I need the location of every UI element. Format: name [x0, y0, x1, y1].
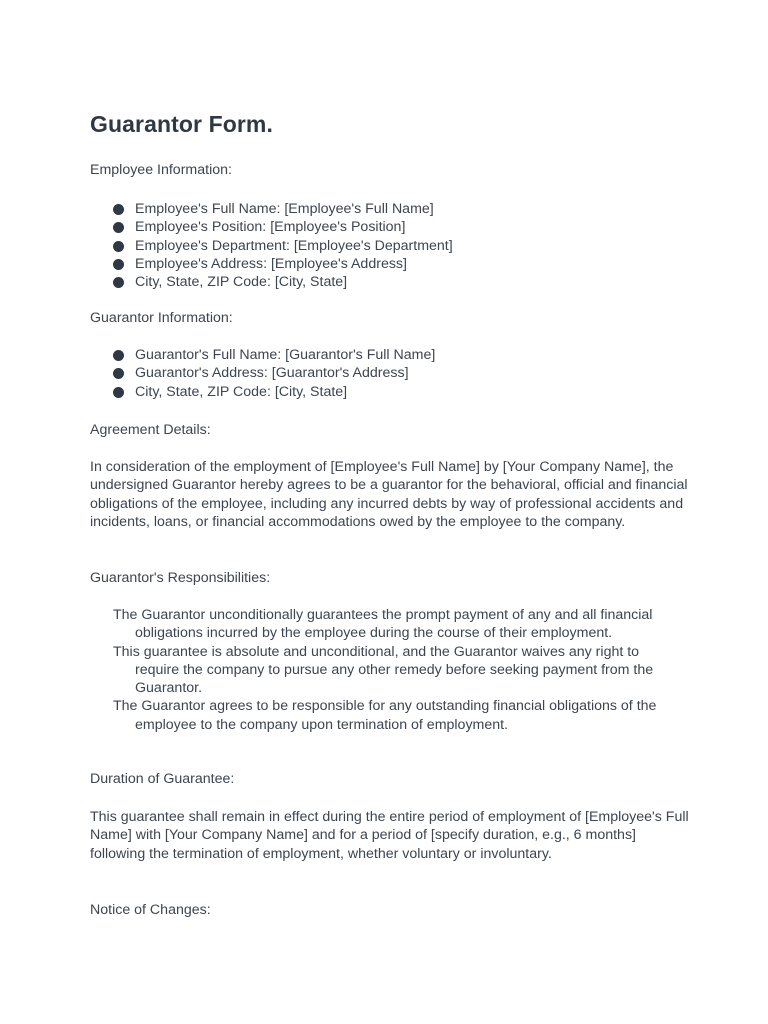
list-item — [112, 200, 672, 218]
notice-section-label: Notice of Changes: — [90, 902, 211, 918]
duration-section-label: Duration of Guarantee: — [90, 771, 235, 787]
list-item — [112, 383, 672, 401]
bullet-icon — [113, 204, 124, 215]
duration-paragraph: This guarantee shall remain in effect during the entire period of employment of [Employee's Full Name] with [Your Company Name] and for a period of [specify duration, e.g., 6 months] following the termination of employment, whether voluntary or involuntary. — [90, 809, 689, 862]
bullet-icon — [113, 368, 124, 379]
bullet-icon — [113, 387, 124, 398]
responsibility-item-3: The Guarantor agrees to be responsible for any outstanding financial obligations of the employee to the company upon termination of employment. — [113, 698, 657, 733]
employee-address-item: Employee's Address: [Employee's Address] — [135, 255, 407, 272]
employee-full-name-item: Employee's Full Name: [Employee's Full Name] — [135, 201, 434, 217]
agreement-section-label: Agreement Details: — [90, 422, 211, 438]
guarantor-full-name-item: Guarantor's Full Name: [Guarantor's Full Name] — [135, 347, 436, 363]
list-item — [112, 255, 672, 273]
responsibility-item-1: The Guarantor unconditionally guarantees the prompt payment of any and all financial obligations incurred by the employee during the course of their employment. — [113, 607, 653, 642]
list-item — [112, 346, 672, 364]
employee-department-item: Employee's Department: [Employee's Department] — [135, 237, 453, 254]
employee-position-item: Employee's Position: [Employee's Position] — [135, 219, 406, 236]
responsibilities-section-label: Guarantor's Responsibilities: — [90, 570, 271, 586]
list-item — [112, 218, 672, 236]
guarantor-info-list — [112, 346, 672, 401]
responsibility-item-2: This guarantee is absolute and unconditional, and the Guarantor waives any right to require the company to pursue any other remedy before seeking payment from the Guarantor. — [113, 643, 654, 697]
list-item — [112, 364, 672, 382]
employee-section-label: Employee Information: — [90, 162, 232, 178]
list-item — [112, 273, 672, 291]
guarantor-address-item: Guarantor's Address: [Guarantor's Address] — [135, 365, 409, 382]
bullet-icon — [113, 277, 124, 288]
employee-info-list — [112, 200, 672, 291]
list-item — [112, 237, 672, 255]
employee-city-item: City, State, ZIP Code: [City, State] — [135, 274, 348, 291]
bullet-icon — [113, 350, 124, 361]
bullet-icon — [113, 222, 124, 233]
responsibilities-list — [113, 606, 673, 734]
guarantor-city-item: City, State, ZIP Code: [City, State] — [135, 383, 348, 400]
agreement-paragraph: In consideration of the employment of [Employee's Full Name] by [Your Company Name], the undersigned Guarantor hereby agrees to be a guarantor for the behavioral, official and financial obligations of the employee, including any incurred debts by way of professional accidents and incidents, loans, or financial accommodations owed by the employee to the company. — [90, 459, 688, 530]
page-title: Guarantor Form. — [90, 111, 273, 137]
guarantor-section-label: Guarantor Information: — [90, 310, 233, 326]
bullet-icon — [113, 259, 124, 270]
bullet-icon — [113, 241, 124, 252]
